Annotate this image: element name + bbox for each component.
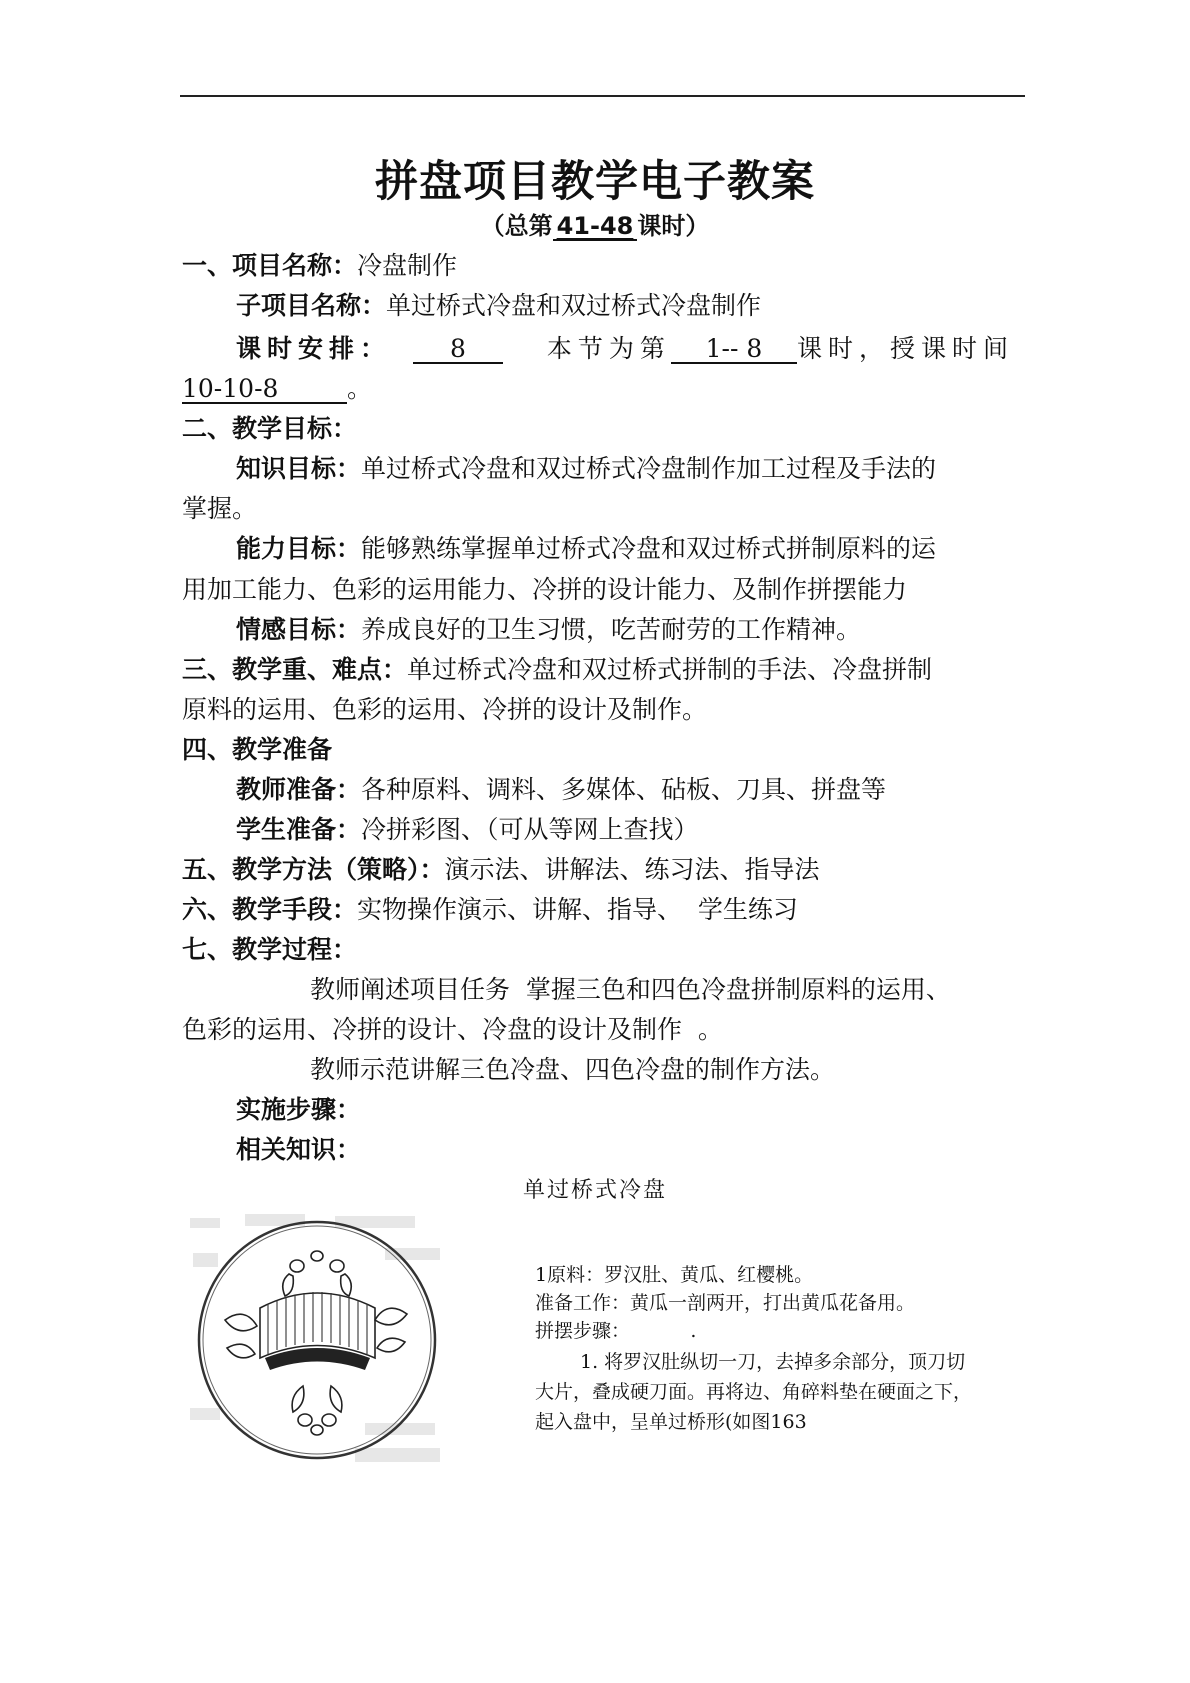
section-2-label: 二、教学目标：	[182, 414, 358, 443]
subproject-line	[236, 290, 761, 322]
section-6-text: 实物操作演示、讲解、指导、 学生练习	[357, 895, 798, 924]
section-5-line	[182, 854, 820, 886]
emotion-goal-line	[236, 614, 861, 646]
section-5-label: 五、教学方法（策略）：	[182, 855, 445, 884]
student-prep-line	[236, 814, 699, 846]
process-para-1-line-1: 教师阐述项目任务 掌握三色和四色冷盘拼制原料的运用、	[310, 975, 951, 1004]
figure-caption: 单过桥式冷盘	[522, 1178, 667, 1203]
figure-note-4: 1. 将罗汉肚纵切一刀，去掉多余部分，顶刀切	[580, 1351, 966, 1373]
section-3-line-1	[182, 654, 932, 686]
figure-note-3: 拼摆步骤： .	[535, 1320, 697, 1342]
knowledge-heading	[236, 1134, 361, 1166]
student-prep-label: 学生准备：	[236, 815, 362, 844]
document-title: 拼盘项目教学电子教案	[375, 157, 815, 207]
plate-drawing	[185, 1208, 450, 1473]
teacher-prep-text: 各种原料、调料、多媒体、砧板、刀具、拼盘等	[361, 775, 887, 804]
steps-heading	[236, 1094, 361, 1126]
header-rule	[180, 95, 1025, 97]
session-pre: 本节为第	[546, 334, 671, 363]
knowledge-label: 相关知识：	[236, 1135, 362, 1164]
hours-line	[236, 333, 1014, 365]
section-3-label: 三、教学重、难点：	[182, 655, 408, 684]
section-6-line	[182, 894, 798, 926]
ability-goal-label: 能力目标：	[236, 534, 362, 563]
section-5-text: 演示法、讲解法、练习法、指导法	[444, 855, 820, 884]
section-2-heading	[182, 413, 357, 445]
knowledge-goal-line-1	[236, 453, 936, 485]
section-4-label: 四、教学准备	[182, 735, 333, 764]
section-1-line	[182, 250, 457, 282]
plate-illustration	[185, 1208, 450, 1473]
figure-note-6: 起入盘中，呈单过桥形(如图163	[535, 1411, 807, 1433]
section-1-value: 冷盘制作	[357, 251, 458, 280]
figure-note-1: 1原料：罗汉肚、黄瓜、红樱桃。	[535, 1264, 814, 1286]
figure-note-2: 准备工作：黄瓜一剖两开，打出黄瓜花备用。	[535, 1292, 916, 1314]
date-line	[182, 373, 372, 405]
ability-goal-line-2: 用加工能力、色彩的运用能力、冷拼的设计能力、及制作拼摆能力	[182, 575, 908, 604]
subproject-label: 子项目名称：	[236, 291, 387, 320]
teacher-prep-label: 教师准备：	[236, 775, 362, 804]
subproject-value: 单过桥式冷盘和双过桥式冷盘制作	[386, 291, 762, 320]
subtitle-close: 课时）	[637, 212, 710, 240]
section-1-label: 一、项目名称：	[182, 251, 358, 280]
section-3-text-1: 单过桥式冷盘和双过桥式拼制的手法、冷盘拼制	[407, 655, 933, 684]
student-prep-text: 冷拼彩图、（可从等网上查找）	[361, 815, 699, 844]
hours-value: 8	[413, 336, 503, 364]
section-7-heading	[182, 934, 357, 966]
section-4-heading	[182, 734, 332, 766]
section-3-line-2: 原料的运用、色彩的运用、冷拼的设计及制作。	[182, 695, 708, 724]
knowledge-goal-label: 知识目标：	[236, 454, 362, 483]
knowledge-goal-line-2: 掌握。	[182, 494, 258, 523]
document-subtitle	[0, 206, 1190, 241]
ability-goal-text-1: 能够熟练掌握单过桥式冷盘和双过桥式拼制原料的运	[361, 534, 937, 563]
steps-label: 实施步骤：	[236, 1095, 362, 1124]
ability-goal-line-1	[236, 533, 936, 565]
date-end: 。	[347, 374, 373, 403]
process-para-1-line-2: 色彩的运用、冷拼的设计、冷盘的设计及制作 。	[182, 1015, 723, 1044]
hours-label: 课时安排：	[236, 334, 392, 363]
subtitle-range: 41-48	[553, 213, 638, 241]
figure-note-5: 大片，叠成硬刀面。再将边、角碎料垫在硬面之下，	[535, 1381, 973, 1403]
teacher-prep-line	[236, 774, 886, 806]
section-6-label: 六、教学手段：	[182, 895, 358, 924]
process-para-2: 教师示范讲解三色冷盘、四色冷盘的制作方法。	[310, 1055, 836, 1084]
session-post: 课时，授课时间	[796, 334, 1014, 363]
emotion-goal-label: 情感目标：	[236, 615, 362, 644]
session-value: 1-- 8	[671, 336, 797, 364]
date-value: 10-10-8	[182, 376, 347, 404]
emotion-goal-text: 养成良好的卫生习惯，吃苦耐劳的工作精神。	[361, 615, 862, 644]
knowledge-goal-text-1: 单过桥式冷盘和双过桥式冷盘制作加工过程及手法的	[361, 454, 937, 483]
subtitle-open: （总第	[480, 212, 553, 240]
section-7-label: 七、教学过程：	[182, 935, 358, 964]
